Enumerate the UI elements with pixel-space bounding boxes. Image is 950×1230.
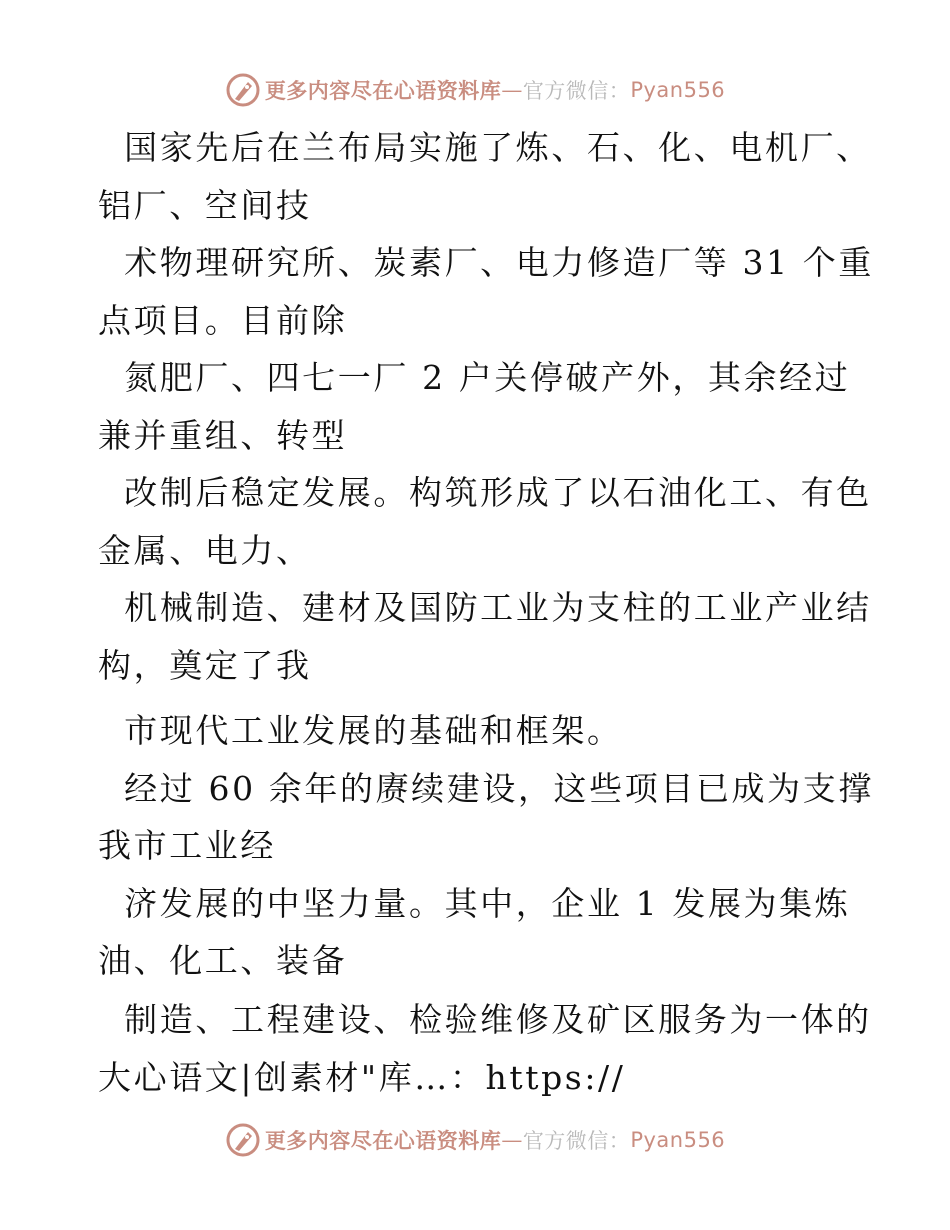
watermark-separator: —: [501, 1128, 523, 1152]
watermark-separator: —: [501, 78, 523, 102]
body-line: 我市工业经: [98, 826, 276, 865]
pen-nib-logo-icon: [225, 72, 261, 108]
watermark-wechat-label: 官方微信：: [522, 1129, 631, 1153]
body-line: 金属、电力、: [98, 531, 312, 570]
body-line: 济发展的中坚力量。其中，企业 1 发展为集炼: [98, 884, 851, 923]
footer-watermark: [0, 1120, 950, 1160]
watermark-brand: 更多内容尽在心语资料库: [264, 1128, 502, 1153]
body-line: 制造、工程建设、检验维修及矿区服务为一体的: [98, 1000, 872, 1039]
body-line: 经过 60 余年的赓续建设，这些项目已成为支撑: [98, 769, 874, 808]
body-line: 铝厂、空间技: [98, 186, 312, 225]
body-line: 构，奠定了我: [98, 646, 312, 685]
pen-nib-logo-icon: [225, 1122, 261, 1158]
body-line: 大心语文|创素材"库…：https://: [98, 1058, 626, 1097]
watermark-brand: 更多内容尽在心语资料库: [264, 78, 502, 103]
body-line: 机械制造、建材及国防工业为支柱的工业产业结: [98, 588, 872, 627]
body-line: 国家先后在兰布局实施了炼、石、化、电机厂、: [98, 128, 872, 167]
body-line: 术物理研究所、炭素厂、电力修造厂等 31 个重: [98, 243, 874, 282]
body-line: 市现代工业发展的基础和框架。: [98, 711, 623, 750]
body-line: 点项目。目前除: [98, 301, 348, 340]
watermark-wechat-id: Pyan556: [630, 78, 726, 102]
watermark-wechat-label: 官方微信：: [522, 79, 631, 103]
watermark-wechat-id: Pyan556: [630, 1128, 726, 1152]
body-line: 改制后稳定发展。构筑形成了以石油化工、有色: [98, 473, 872, 512]
body-line: 油、化工、装备: [98, 941, 348, 980]
body-line: 氮肥厂、四七一厂 2 户关停破产外，其余经过: [98, 358, 851, 397]
header-watermark: [0, 70, 950, 110]
body-line: 兼并重组、转型: [98, 416, 348, 455]
